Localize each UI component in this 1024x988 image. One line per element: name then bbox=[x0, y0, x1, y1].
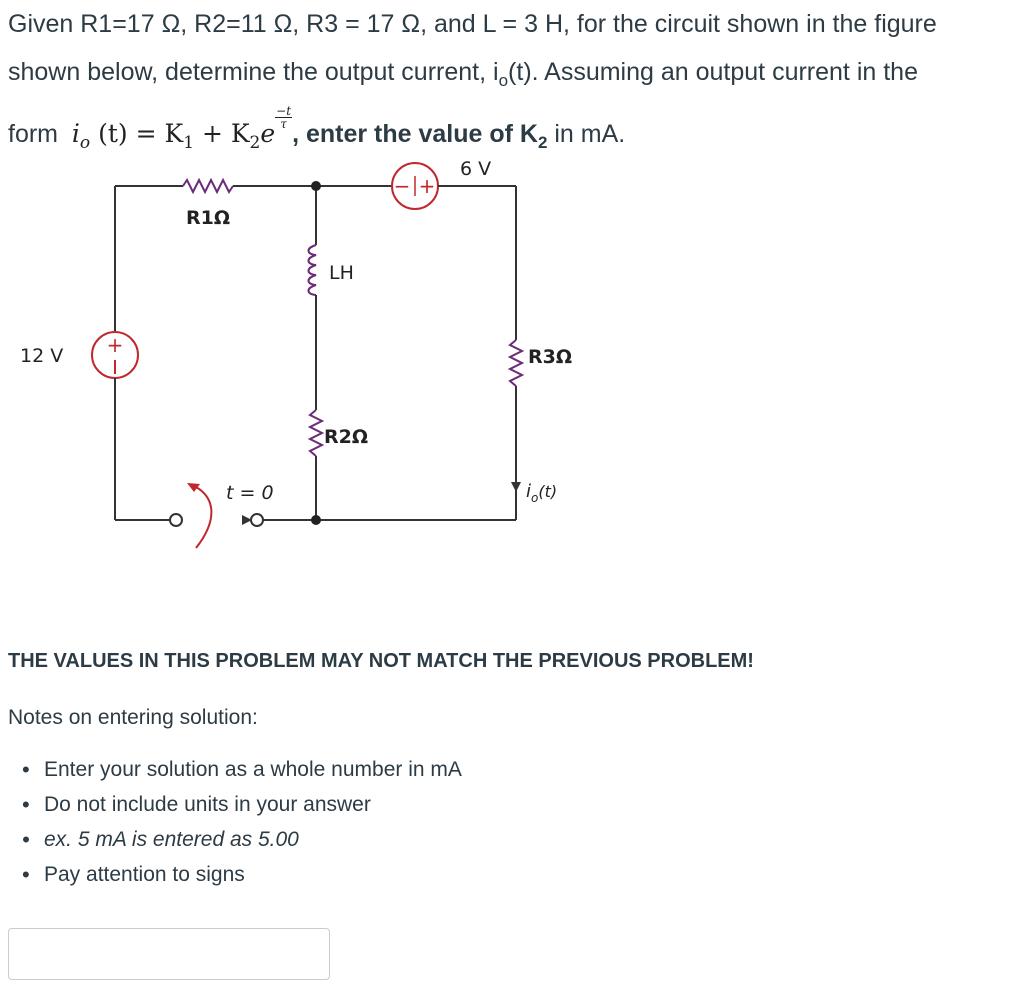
left-source-plus: + bbox=[106, 333, 124, 357]
switch-arrow-right bbox=[242, 515, 252, 525]
switch-terminal-left bbox=[170, 514, 182, 526]
r1-label: R1Ω bbox=[186, 207, 231, 229]
top-source-label: 6 V bbox=[460, 158, 492, 180]
node-top bbox=[311, 181, 321, 191]
inductor-label: LH bbox=[329, 262, 354, 284]
question-line-3: form $i_o$ $(t) = K_1 + K_2e$ $\frac{-t}{\tau}$ , enter the value of $K_2$ in mA. bbox=[8, 104, 626, 153]
question-line-1: Given R1=17 Ω, R2=11 Ω, R3 = 17 Ω, and L = 3 H, for the circuit shown in the figure bbox=[8, 10, 937, 38]
exponent-fraction: $\frac{-t}{\tau}$ bbox=[276, 104, 292, 131]
top-source-minus: − bbox=[393, 174, 411, 198]
r3-label: R3Ω bbox=[528, 346, 573, 368]
output-current-label: $i_o(t)$ bbox=[526, 481, 558, 505]
warning-text: THE VALUES IN THIS PROBLEM MAY NOT MATCH THE PREVIOUS PROBLEM! bbox=[8, 650, 754, 672]
switch-terminal-right bbox=[251, 514, 263, 526]
formula: $i_o$ $(t) = K_1 + K_2e$ $\frac{-t}{\tau}$ bbox=[71, 104, 292, 153]
r2-label: R2Ω bbox=[324, 426, 369, 448]
node-bottom bbox=[311, 515, 321, 525]
question-line-2: shown below, determine the output current, $i_o(t)$. Assuming an output current in the bbox=[8, 58, 918, 90]
notes-title: Notes on entering solution: bbox=[8, 706, 258, 729]
circuit-diagram bbox=[0, 150, 620, 560]
note-item: • Pay attention to signs bbox=[20, 857, 462, 892]
switch-arc bbox=[196, 487, 211, 548]
note-item: • Do not include units in your answer bbox=[20, 787, 462, 822]
question-text bbox=[8, 0, 1018, 167]
top-source-plus: + bbox=[418, 174, 436, 198]
left-source-label: 12 V bbox=[20, 345, 64, 367]
output-current-arrow bbox=[511, 482, 521, 492]
note-item: • Enter your solution as a whole number in mA bbox=[20, 752, 462, 787]
notes-list bbox=[20, 752, 462, 892]
answer-input[interactable] bbox=[8, 928, 330, 980]
switch-label: t = 0 bbox=[226, 482, 274, 504]
note-item: • ex. 5 mA is entered as 5.00 bbox=[20, 822, 462, 857]
